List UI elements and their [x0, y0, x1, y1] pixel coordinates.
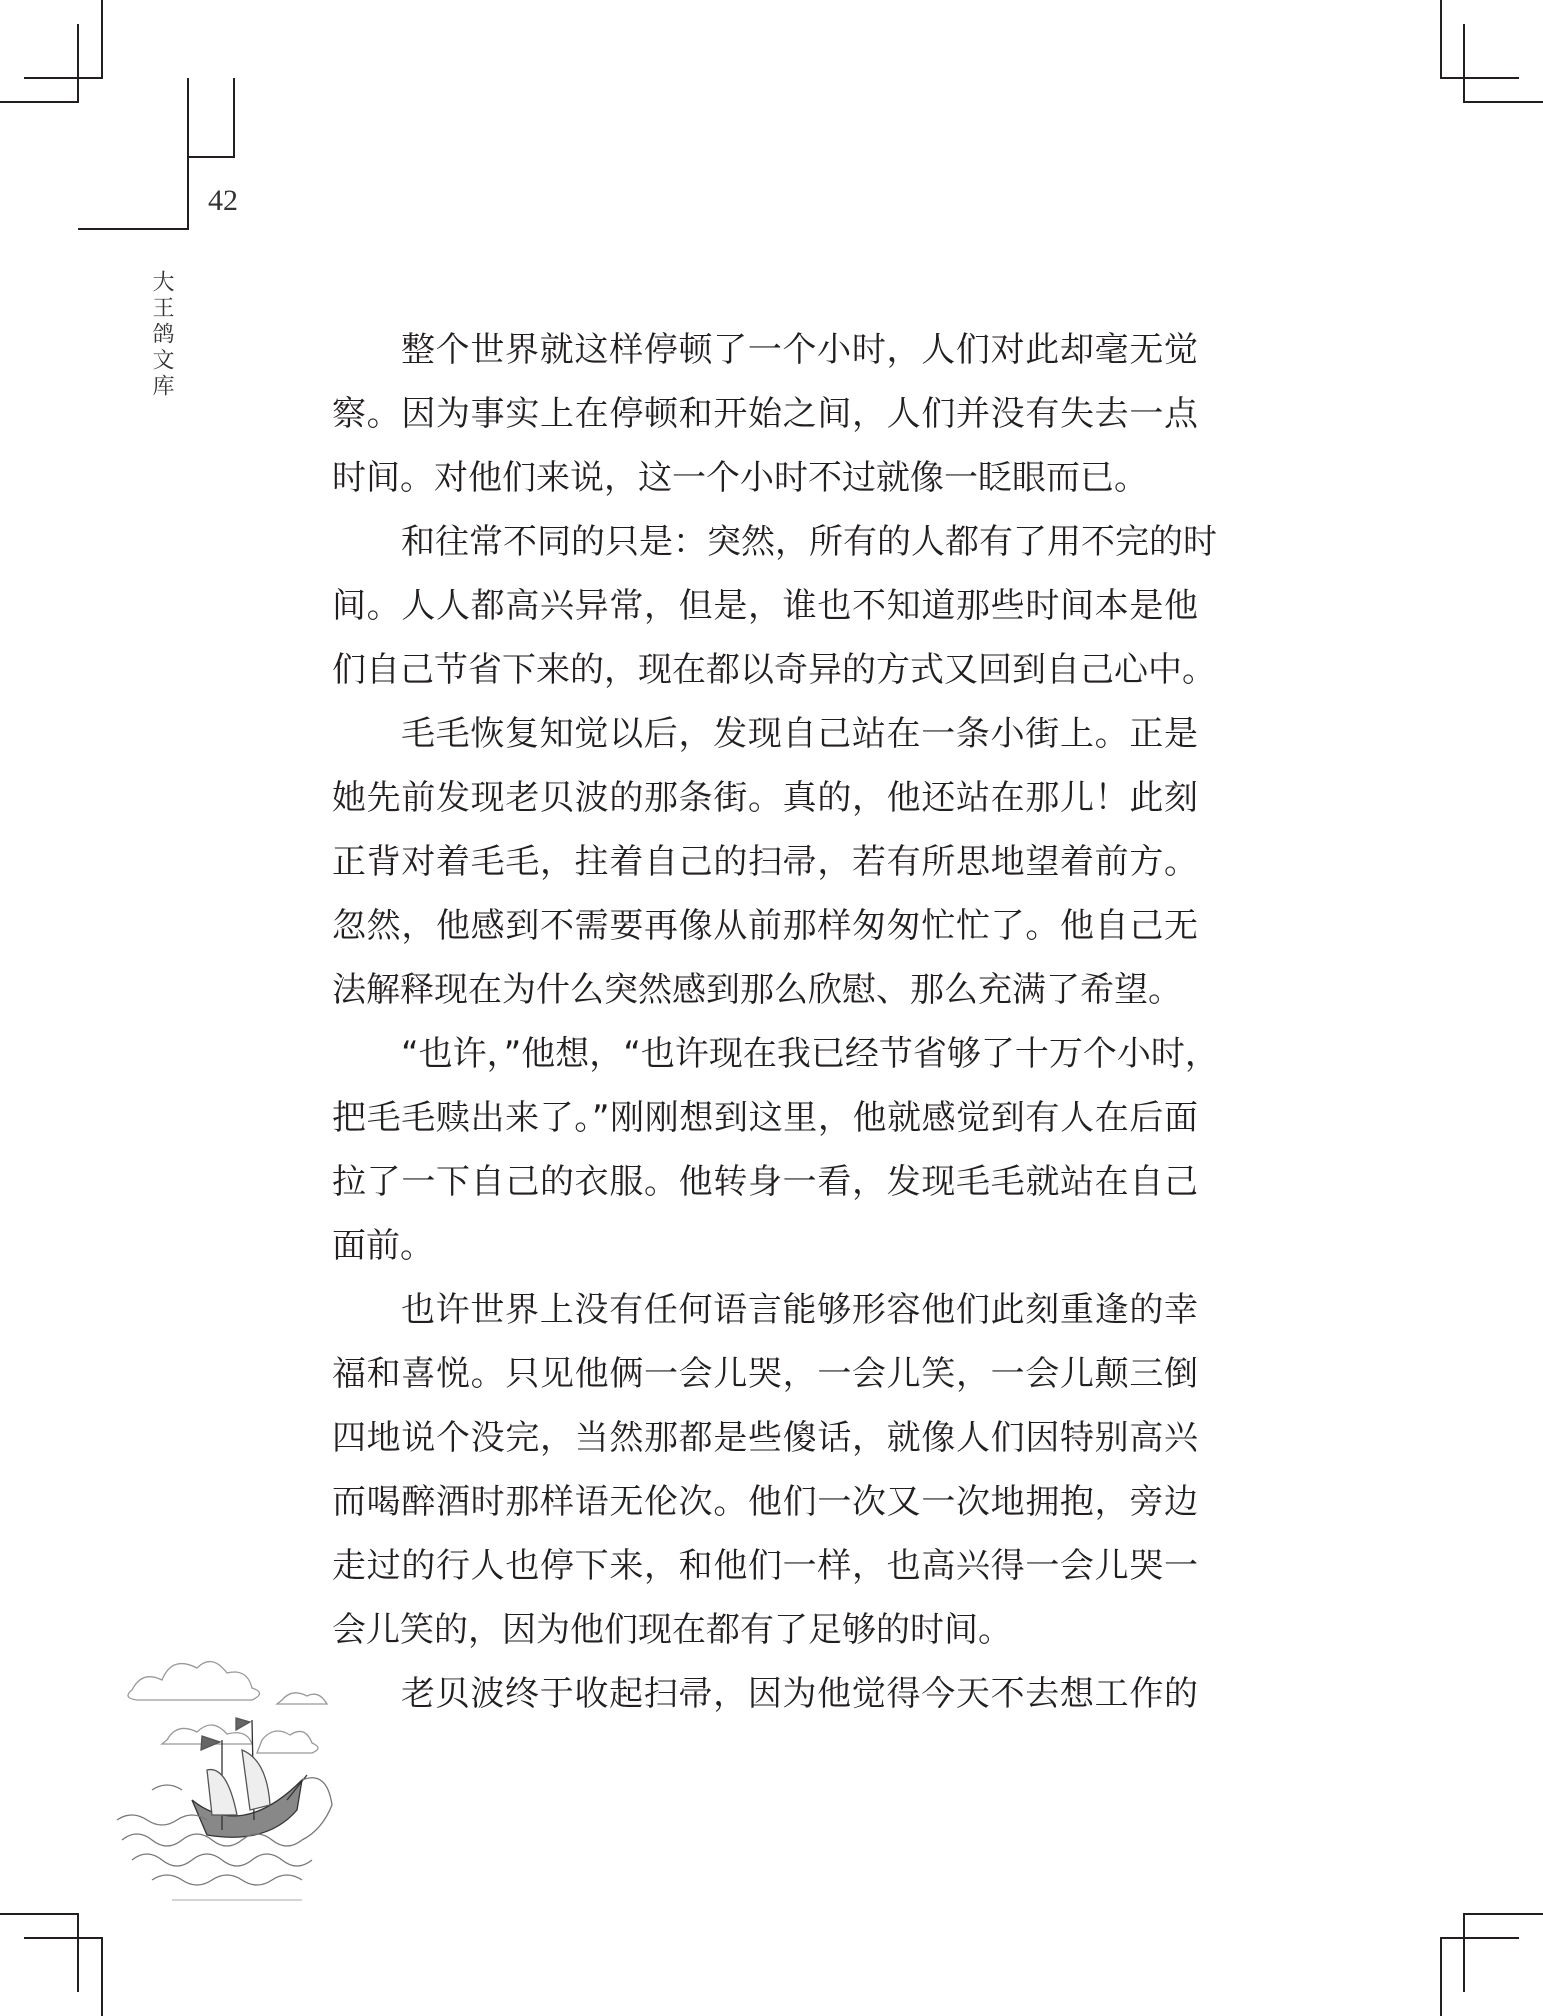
text-line: 忽然，他感到不需要再像从前那样匆匆忙忙了。他自己无 [332, 906, 1198, 946]
text-line: 毛毛恢复知觉以后，发现自己站在一条小街上。正是 [401, 714, 1198, 754]
text-line: 拉了一下自己的衣服。他转身一看，发现毛毛就站在自己 [332, 1162, 1198, 1202]
text-line: 走过的行人也停下来，和他们一样，也高兴得一会儿哭一 [332, 1546, 1198, 1586]
text-line: 和往常不同的只是：突然，所有的人都有了用不完的时 [401, 522, 1217, 562]
crop-mark [77, 1913, 79, 1992]
crop-mark [78, 228, 189, 230]
crop-mark [24, 1937, 103, 1939]
page-number: 42 [208, 184, 238, 217]
crop-mark [1463, 1913, 1543, 1915]
text-line: 间。人人都高兴异常，但是，谁也不知道那些时间本是他 [332, 586, 1198, 626]
ship-illustration [112, 1630, 352, 1920]
text-line: 福和喜悦。只见他俩一会儿哭，一会儿笑，一会儿颠三倒 [332, 1354, 1198, 1394]
text-line: 老贝波终于收起扫帚，因为他觉得今天不去想工作的 [401, 1674, 1198, 1714]
crop-mark [1440, 1937, 1519, 1939]
crop-mark [1463, 24, 1465, 103]
clouds [128, 1662, 327, 1753]
text-line: 时间。对他们来说，这一个小时不过就像一眨眼而已。 [332, 458, 1148, 498]
crop-mark [77, 24, 79, 103]
crop-mark [0, 1913, 79, 1915]
text-line: “也许，”他想，“也许现在我已经节省够了十万个小时， [401, 1034, 1219, 1074]
crop-mark [101, 0, 103, 79]
text-line: 而喝醉酒时那样语无伦次。他们一次又一次地拥抱，旁边 [332, 1482, 1198, 1522]
crop-mark [1463, 1913, 1465, 1992]
crop-mark [1440, 1937, 1442, 2016]
series-title: 大王鸽文库 [149, 270, 174, 400]
crop-mark [187, 78, 189, 230]
text-line: 正背对着毛毛，拄着自己的扫帚，若有所思地望着前方。 [332, 842, 1198, 882]
crop-mark [24, 77, 103, 79]
crop-mark [0, 101, 79, 103]
crop-mark [188, 156, 235, 158]
crop-mark [1440, 0, 1442, 79]
ship [192, 1718, 307, 1837]
crop-mark [101, 1937, 103, 2016]
text-line: 整个世界就这样停顿了一个小时，人们对此却毫无觉 [401, 330, 1198, 370]
crop-mark [1440, 77, 1519, 79]
text-line: 把毛毛赎出来了。”刚刚想到这里，他就感觉到有人在后面 [332, 1098, 1198, 1138]
text-line: 也许世界上没有任何语言能够形容他们此刻重逢的幸 [401, 1290, 1198, 1330]
text-line: 四地说个没完，当然那都是些傻话，就像人们因特别高兴 [332, 1418, 1198, 1458]
text-line: 会儿笑的，因为他们现在都有了足够的时间。 [332, 1610, 1012, 1650]
text-line: 她先前发现老贝波的那条街。真的，他还站在那儿！此刻 [332, 778, 1198, 818]
text-line: 法解释现在为什么突然感到那么欣慰、那么充满了希望。 [332, 970, 1182, 1010]
crop-mark [1463, 101, 1543, 103]
text-line: 们自己节省下来的，现在都以奇异的方式又回到自己心中。 [332, 650, 1216, 690]
text-line: 面前。 [332, 1226, 434, 1266]
crop-mark [233, 78, 235, 158]
text-line: 察。因为事实上在停顿和开始之间，人们并没有失去一点 [332, 394, 1198, 434]
